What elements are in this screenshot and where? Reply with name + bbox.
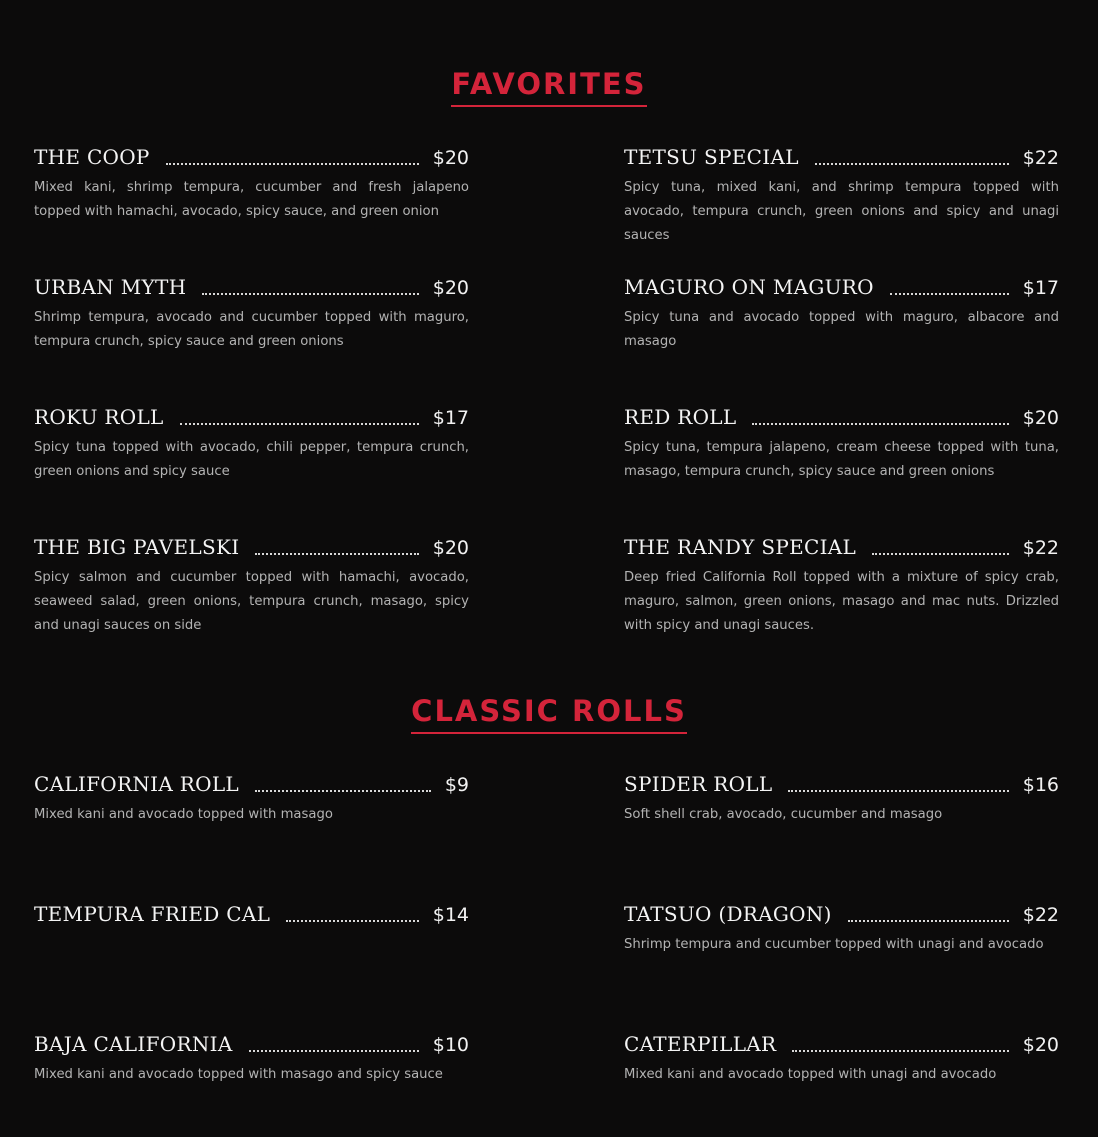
section-title-favorites (0, 67, 1098, 107)
menu-item-name: THE COOP (34, 145, 150, 169)
dot-leader (788, 790, 1008, 792)
menu-item-price: $17 (432, 407, 469, 429)
menu-item-price: $22 (1022, 537, 1059, 559)
menu-item-description: Mixed kani and avocado topped with masago (34, 807, 333, 822)
menu-item-header (624, 902, 1059, 930)
menu-item-header (34, 902, 469, 930)
menu-item-name: URBAN MYTH (34, 275, 187, 299)
menu-item (34, 902, 469, 933)
menu-item-description: Mixed kani, shrimp tempura, cucumber and fresh jalapeno topped with hamachi, avocado, spicy sauce, and green onion (34, 180, 469, 219)
menu-item-price: $20 (1022, 407, 1059, 429)
menu-item (624, 145, 1059, 248)
menu-item (34, 772, 469, 827)
menu-item (624, 535, 1059, 638)
menu-item-name: BAJA CALIFORNIA (34, 1032, 233, 1056)
dot-leader (848, 920, 1009, 922)
menu-item-price: $14 (432, 904, 469, 926)
menu-item-header (34, 772, 469, 800)
menu-item-price: $20 (432, 147, 469, 169)
menu-item-price: $9 (444, 774, 469, 796)
menu-item (624, 902, 1059, 957)
section-heading: FAVORITES (451, 67, 646, 107)
menu-item-description: Spicy tuna and avocado topped with maguro, albacore and masago (624, 310, 1059, 349)
menu-item-name: TETSU SPECIAL (624, 145, 799, 169)
menu-item-description: Shrimp tempura, avocado and cucumber topped with maguro, tempura crunch, spicy sauce and green onions (34, 310, 469, 349)
menu-item-price: $20 (432, 537, 469, 559)
menu-item-price: $20 (432, 277, 469, 299)
menu-item-description: Shrimp tempura and cucumber topped with unagi and avocado (624, 937, 1044, 952)
menu-item-name: TEMPURA FRIED CAL (34, 902, 271, 926)
menu-item-price: $10 (432, 1034, 469, 1056)
menu-item-name: THE BIG PAVELSKI (34, 535, 240, 559)
menu-item-price: $20 (1022, 1034, 1059, 1056)
menu-item-header (34, 405, 469, 433)
dot-leader (249, 1050, 419, 1052)
menu-item-price: $22 (1022, 904, 1059, 926)
menu-item-header (624, 275, 1059, 303)
section-title-classic-rolls (0, 694, 1098, 734)
menu-item (34, 535, 469, 638)
menu-item (624, 772, 1059, 827)
menu-item-header (624, 1032, 1059, 1060)
menu-item (34, 405, 469, 484)
dot-leader (202, 293, 418, 295)
menu-item-description: Mixed kani and avocado topped with masago and spicy sauce (34, 1067, 443, 1082)
menu-item-name: CATERPILLAR (624, 1032, 777, 1056)
menu-item-header (624, 535, 1059, 563)
menu-item-header (624, 145, 1059, 173)
menu-item-header (624, 405, 1059, 433)
menu-item (34, 275, 469, 354)
dot-leader (255, 553, 418, 555)
menu-item-description: Spicy tuna topped with avocado, chili pepper, tempura crunch, green onions and spicy sauce (34, 440, 469, 479)
menu-item-name: TATSUO (DRAGON) (624, 902, 832, 926)
menu-item-header (34, 535, 469, 563)
menu-item-name: SPIDER ROLL (624, 772, 773, 796)
menu-item-description: Mixed kani and avocado topped with unagi and avocado (624, 1067, 997, 1082)
menu-item-name: MAGURO ON MAGURO (624, 275, 874, 299)
dot-leader (166, 163, 419, 165)
menu-item-name: THE RANDY SPECIAL (624, 535, 857, 559)
menu-item-name: CALIFORNIA ROLL (34, 772, 239, 796)
menu-item (624, 275, 1059, 354)
menu-item-price: $17 (1022, 277, 1059, 299)
dot-leader (872, 553, 1009, 555)
dot-leader (752, 423, 1008, 425)
menu-item (34, 145, 469, 224)
menu-item-name: ROKU ROLL (34, 405, 164, 429)
menu-item-header (624, 772, 1059, 800)
dot-leader (286, 920, 419, 922)
menu-item-description: Spicy tuna, mixed kani, and shrimp tempura topped with avocado, tempura crunch, green onions and spicy and unagi sauces (624, 180, 1059, 243)
menu-item-price: $16 (1022, 774, 1059, 796)
dot-leader (890, 293, 1009, 295)
dot-leader (180, 423, 419, 425)
menu-item-description: Soft shell crab, avocado, cucumber and masago (624, 807, 943, 822)
dot-leader (255, 790, 431, 792)
dot-leader (815, 163, 1009, 165)
menu-item-description: Spicy tuna, tempura jalapeno, cream cheese topped with tuna, masago, tempura crunch, spicy sauce and green onions (624, 440, 1059, 479)
menu-item (624, 1032, 1059, 1087)
menu-item-header (34, 145, 469, 173)
menu-item-description: Deep fried California Roll topped with a mixture of spicy crab, maguro, salmon, green onions, masago and mac nuts. Drizzled with spicy and unagi sauces. (624, 570, 1059, 633)
menu-item (624, 405, 1059, 484)
menu-item-name: RED ROLL (624, 405, 737, 429)
menu-item-header (34, 1032, 469, 1060)
menu-item (34, 1032, 469, 1087)
section-heading: CLASSIC ROLLS (411, 694, 687, 734)
dot-leader (792, 1050, 1008, 1052)
menu-item-price: $22 (1022, 147, 1059, 169)
menu-item-description: Spicy salmon and cucumber topped with hamachi, avocado, seaweed salad, green onions, tempura crunch, masago, spicy and unagi sauces on side (34, 570, 469, 633)
menu-item-header (34, 275, 469, 303)
